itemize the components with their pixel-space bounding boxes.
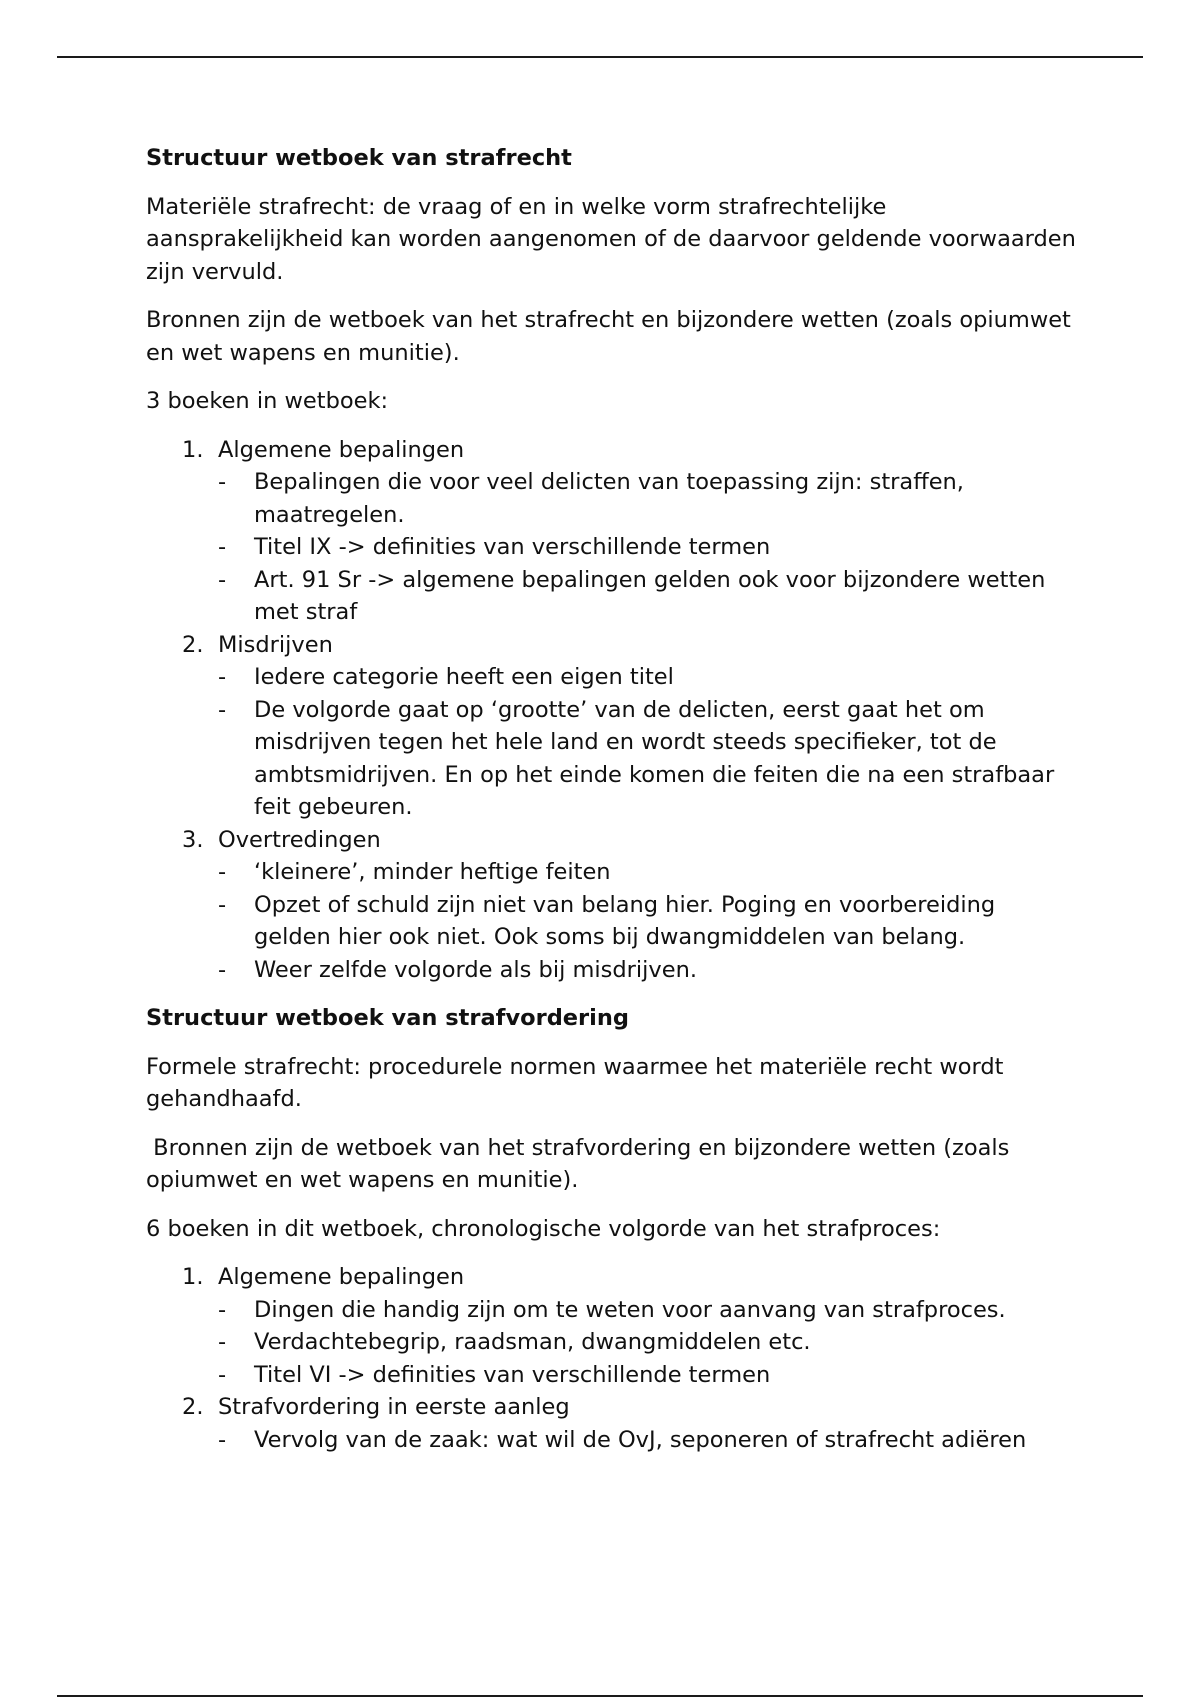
dash-marker: -	[218, 696, 227, 723]
book-title: Strafvordering in eerste aanleg	[218, 1394, 570, 1420]
list-item	[218, 889, 1076, 954]
list-item-text: Titel IX -> definities van verschillende termen	[254, 534, 771, 560]
book-item	[146, 629, 1076, 824]
book-list-strafrecht	[146, 434, 1076, 987]
dash-marker: -	[218, 859, 227, 885]
list-item	[218, 954, 1076, 987]
list-item	[218, 1424, 1076, 1457]
book-sublist	[218, 661, 1076, 824]
list-item	[218, 466, 1076, 531]
paragraph-formele-strafrecht: Formele strafrecht: procedurele normen waarmee het materiële recht wordt gehandhaafd.	[146, 1053, 1004, 1112]
book-number: 1.	[182, 1264, 204, 1290]
list-item-text: Bepalingen die voor veel delicten van toepassing zijn: straffen, maatregelen.	[254, 469, 964, 528]
paragraph-bronnen-strafrecht: Bronnen zijn de wetboek van het strafrecht en bijzondere wetten (zoals opiumwet en wet wapens en munitie).	[146, 307, 1071, 366]
dash-marker: -	[218, 1296, 227, 1323]
list-item	[218, 1326, 1076, 1359]
book-title: Algemene bepalingen	[218, 1264, 465, 1290]
list-item	[218, 661, 1076, 694]
book-item	[146, 1391, 1076, 1456]
book-sublist	[218, 1424, 1076, 1457]
dash-marker: -	[218, 891, 227, 918]
list-item-text: De volgorde gaat op ‘grootte’ van de delicten, eerst gaat het om misdrijven tegen het hele land en wordt steeds specifieker, tot de ambtsmidrijven. En op het einde komen die feiten die na een strafbaar feit gebeuren.	[254, 696, 1055, 820]
section-heading-strafrecht: Structuur wetboek van strafrecht	[146, 145, 572, 171]
list-item-text: ‘kleinere’, minder heftige feiten	[254, 859, 611, 885]
book-sublist	[218, 466, 1076, 629]
book-title: Misdrijven	[218, 631, 333, 658]
list-item-text: Iedere categorie heeft een eigen titel	[254, 664, 674, 690]
document-page	[146, 142, 1076, 1472]
book-item	[146, 824, 1076, 987]
section-heading-strafvordering: Structuur wetboek van strafvordering	[146, 1005, 629, 1031]
list-item	[218, 1359, 1076, 1392]
dash-marker: -	[218, 469, 227, 495]
book-number: 1.	[182, 436, 204, 463]
list-item	[218, 1294, 1076, 1327]
paragraph-boeken-chronologisch: 6 boeken in dit wetboek, chronologische volgorde van het strafproces:	[146, 1215, 941, 1242]
dash-marker: -	[218, 1361, 227, 1388]
book-list-strafvordering	[146, 1261, 1076, 1456]
list-item-text: Vervolg van de zaak: wat wil de OvJ, seponeren of strafrecht adiëren	[254, 1426, 1027, 1453]
list-item-text: Dingen die handig zijn om te weten voor aanvang van strafproces.	[254, 1296, 1006, 1323]
list-item-text: Opzet of schuld zijn niet van belang hier. Poging en voorbereiding gelden hier ook niet. Ook soms bij dwangmiddelen van belang.	[254, 891, 996, 950]
dash-marker: -	[218, 664, 227, 690]
book-item	[146, 1261, 1076, 1391]
paragraph-boeken-intro: 3 boeken in wetboek:	[146, 388, 389, 414]
book-title: Algemene bepalingen	[218, 436, 465, 463]
dash-marker: -	[218, 1329, 227, 1355]
book-number: 2.	[182, 631, 204, 658]
list-item	[218, 531, 1076, 564]
list-item-text: Titel VI -> definities van verschillende termen	[254, 1361, 771, 1388]
book-number: 2.	[182, 1394, 204, 1420]
list-item-text: Art. 91 Sr -> algemene bepalingen gelden ook voor bijzondere wetten met straf	[254, 566, 1046, 625]
list-item-text: Verdachtebegrip, raadsman, dwangmiddelen etc.	[254, 1329, 811, 1355]
book-title: Overtredingen	[218, 826, 381, 853]
list-item	[218, 564, 1076, 629]
dash-marker: -	[218, 534, 227, 560]
dash-marker: -	[218, 956, 227, 983]
list-item	[218, 694, 1076, 824]
book-sublist	[218, 1294, 1076, 1392]
dash-marker: -	[218, 1426, 227, 1453]
paragraph-bronnen-strafvordering: Bronnen zijn de wetboek van het strafvordering en bijzondere wetten (zoals opiumwet en wet wapens en munitie).	[146, 1134, 1017, 1193]
dash-marker: -	[218, 566, 227, 593]
book-number: 3.	[182, 826, 204, 853]
header-rule	[57, 56, 1143, 58]
book-item	[146, 434, 1076, 629]
footer-rule	[57, 1695, 1143, 1697]
list-item	[218, 856, 1076, 889]
book-sublist	[218, 856, 1076, 986]
list-item-text: Weer zelfde volgorde als bij misdrijven.	[254, 956, 697, 983]
paragraph-materiele-strafrecht: Materiële strafrecht: de vraag of en in welke vorm strafrechtelijke aansprakelijkheid kan worden aangenomen of de daarvoor geldende voorwaarden zijn vervuld.	[146, 193, 1076, 285]
